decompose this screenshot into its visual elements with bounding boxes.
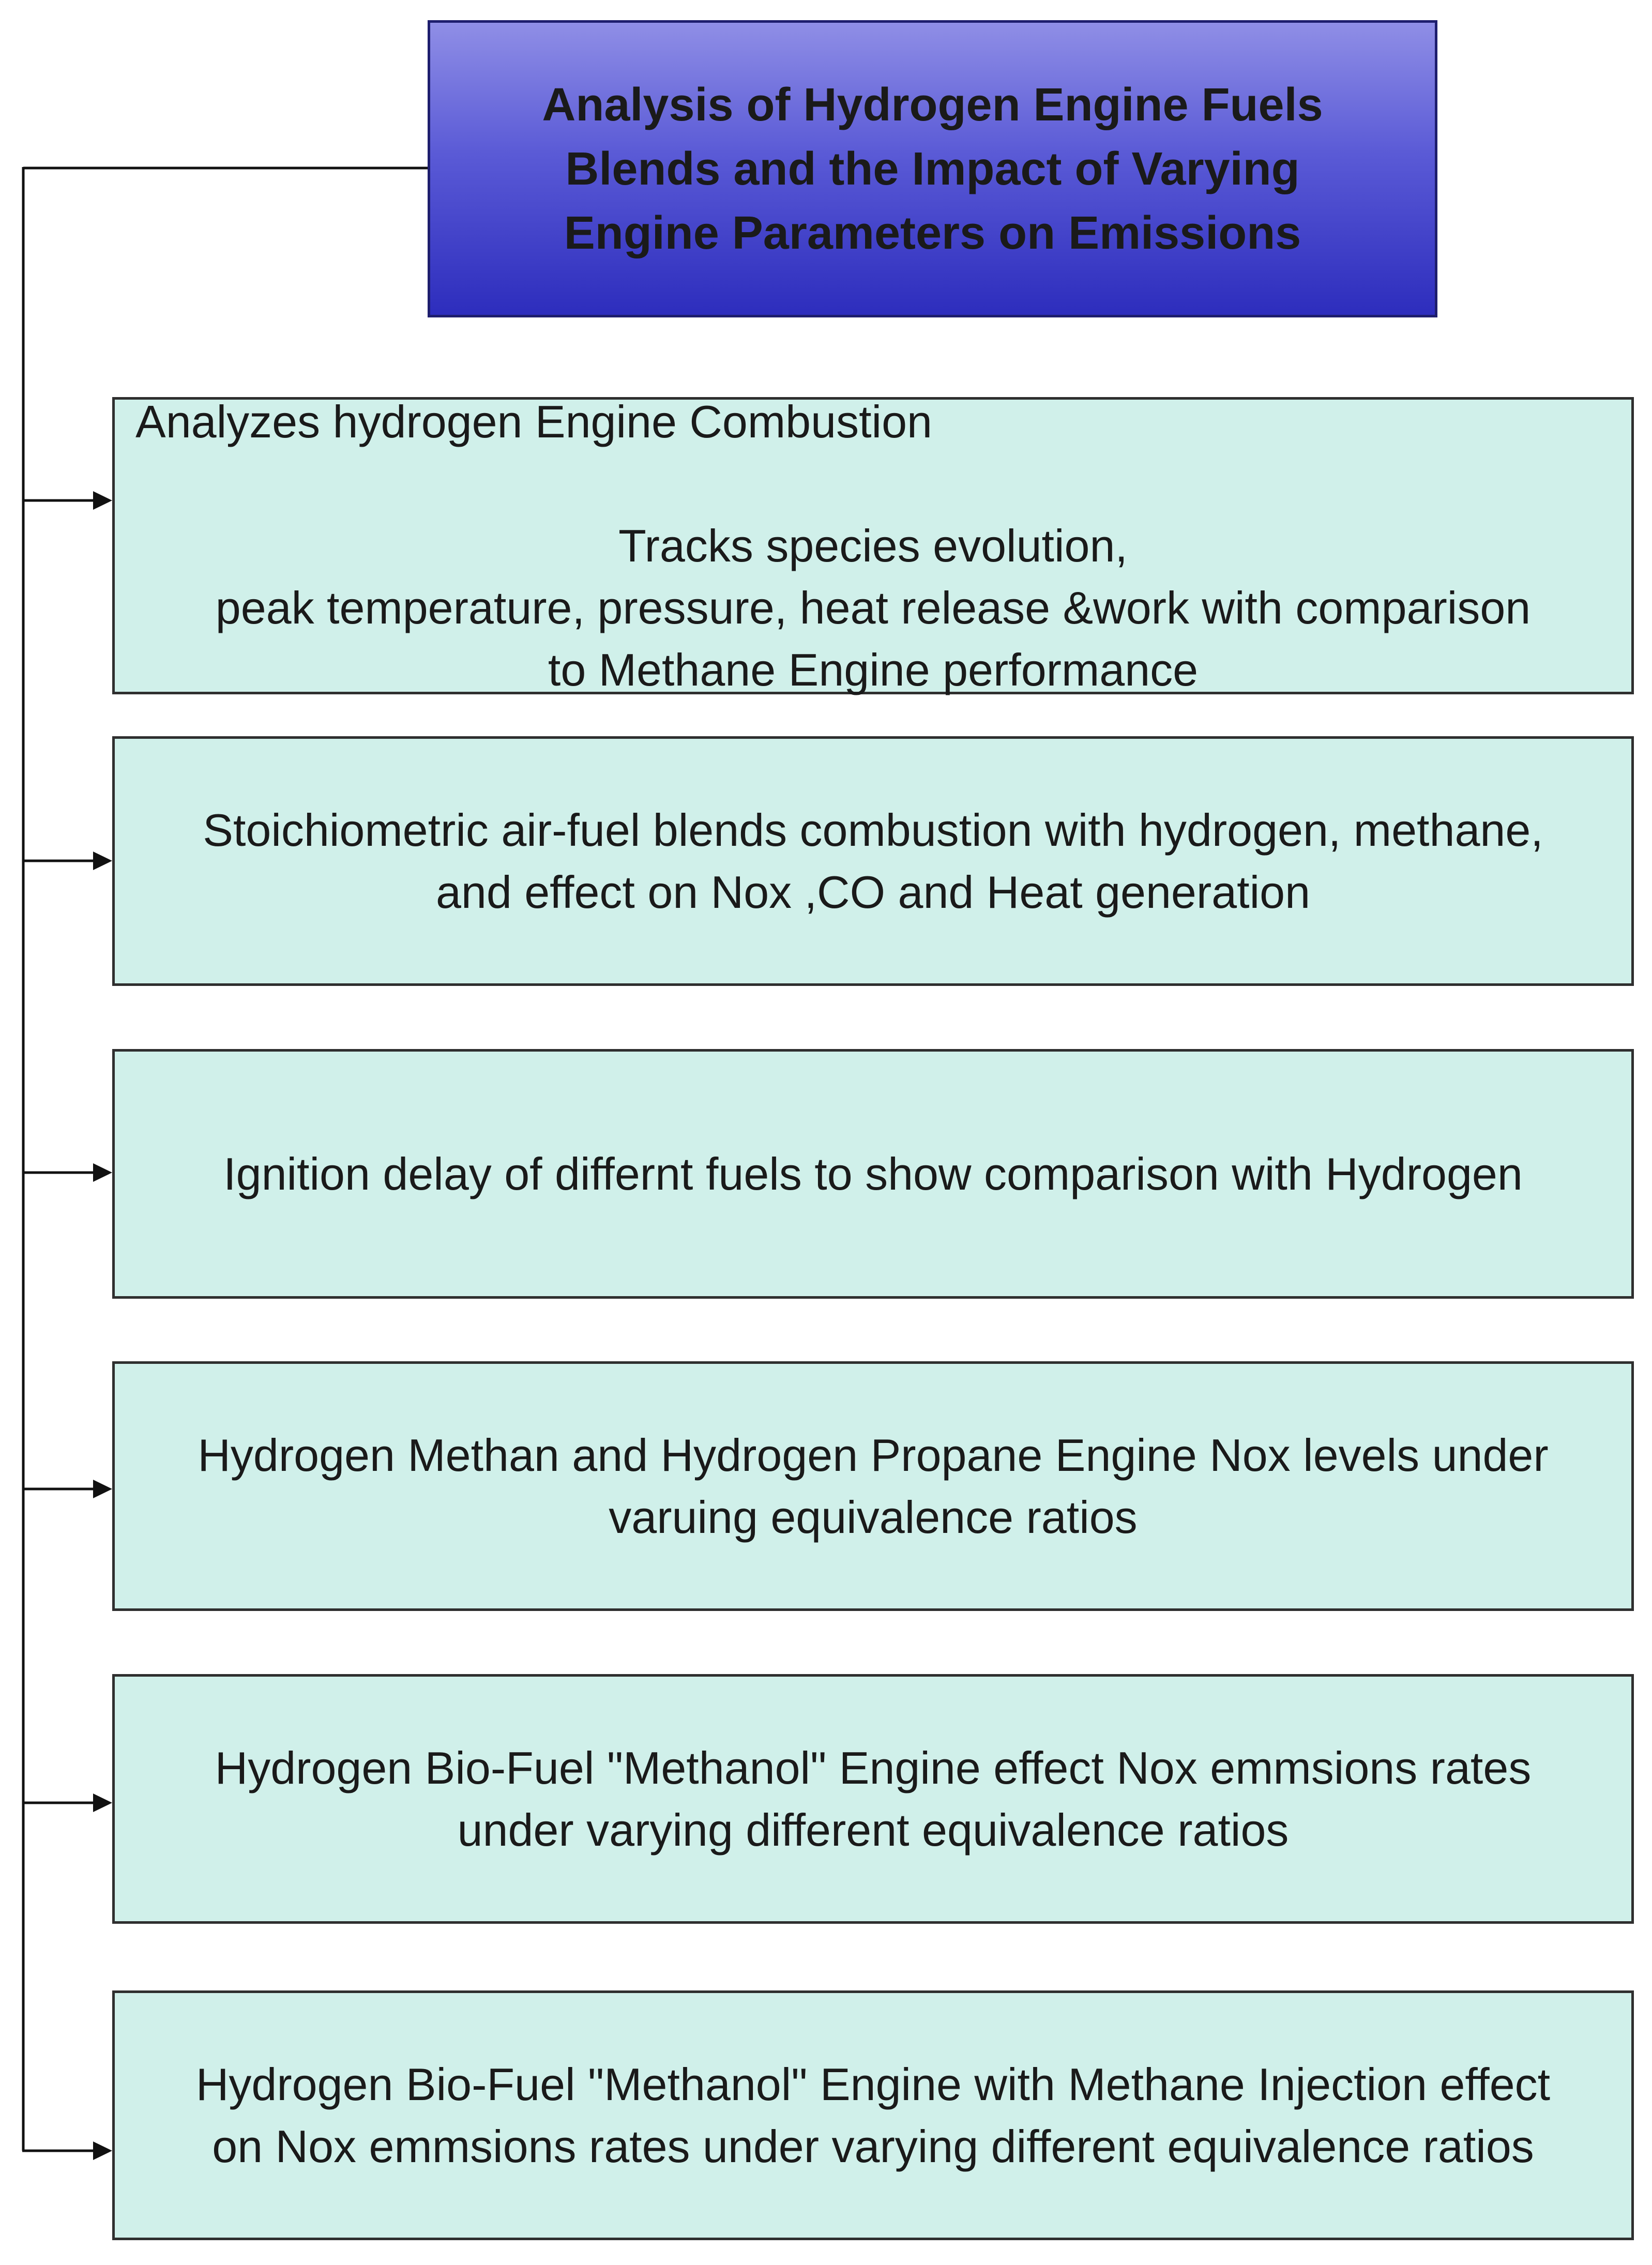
analysis-box-nox-levels	[112, 1361, 1634, 1611]
diagram-title: Analysis of Hydrogen Engine Fuels Blends and the Impact of Varying Engine Parameters on Emissions	[542, 79, 1323, 259]
analysis-box-methanol	[112, 1674, 1634, 1924]
analysis-box-ignition-delay	[112, 1049, 1634, 1299]
arrowhead-3	[93, 1163, 112, 1182]
analysis-box-combustion-body: Tracks species evolution, peak temperature, pressure, heat release &work with comparison to Methane Engine performance	[215, 520, 1531, 695]
arrowhead-2	[93, 852, 112, 870]
analysis-box-combustion	[112, 397, 1634, 694]
analysis-box-stoichiometric-text: Stoichiometric air-fuel blends combustion with hydrogen, methane, and effect on Nox ,CO and Heat generation	[203, 804, 1543, 918]
analysis-box-combustion-text	[115, 329, 1631, 763]
arrowhead-5	[93, 1793, 112, 1812]
arrowhead-1	[93, 491, 112, 510]
connector-branches	[22, 491, 112, 2160]
analysis-box-stoichiometric	[112, 736, 1634, 986]
analysis-box-nox-levels-text: Hydrogen Methan and Hydrogen Propane Engine Nox levels under varuing equivalence ratios	[198, 1429, 1549, 1543]
analysis-box-methanol-text: Hydrogen Bio-Fuel "Methanol" Engine effect Nox emmsions rates under varying different equivalence ratios	[215, 1742, 1532, 1856]
analysis-box-methanol-methane-injection-text: Hydrogen Bio-Fuel "Methanol" Engine with Methane Injection effect on Nox emmsions rates under varying different equivalence ratios	[195, 2058, 1551, 2172]
analysis-box-combustion-heading: Analyzes hydrogen Engine Combustion	[135, 396, 932, 447]
arrowhead-6	[93, 2141, 112, 2160]
arrowhead-4	[93, 1480, 112, 1498]
analysis-box-methanol-methane-injection	[112, 1990, 1634, 2240]
analysis-box-ignition-delay-text: Ignition delay of differnt fuels to show comparison with Hydrogen	[223, 1148, 1523, 1199]
title-box	[428, 20, 1437, 317]
